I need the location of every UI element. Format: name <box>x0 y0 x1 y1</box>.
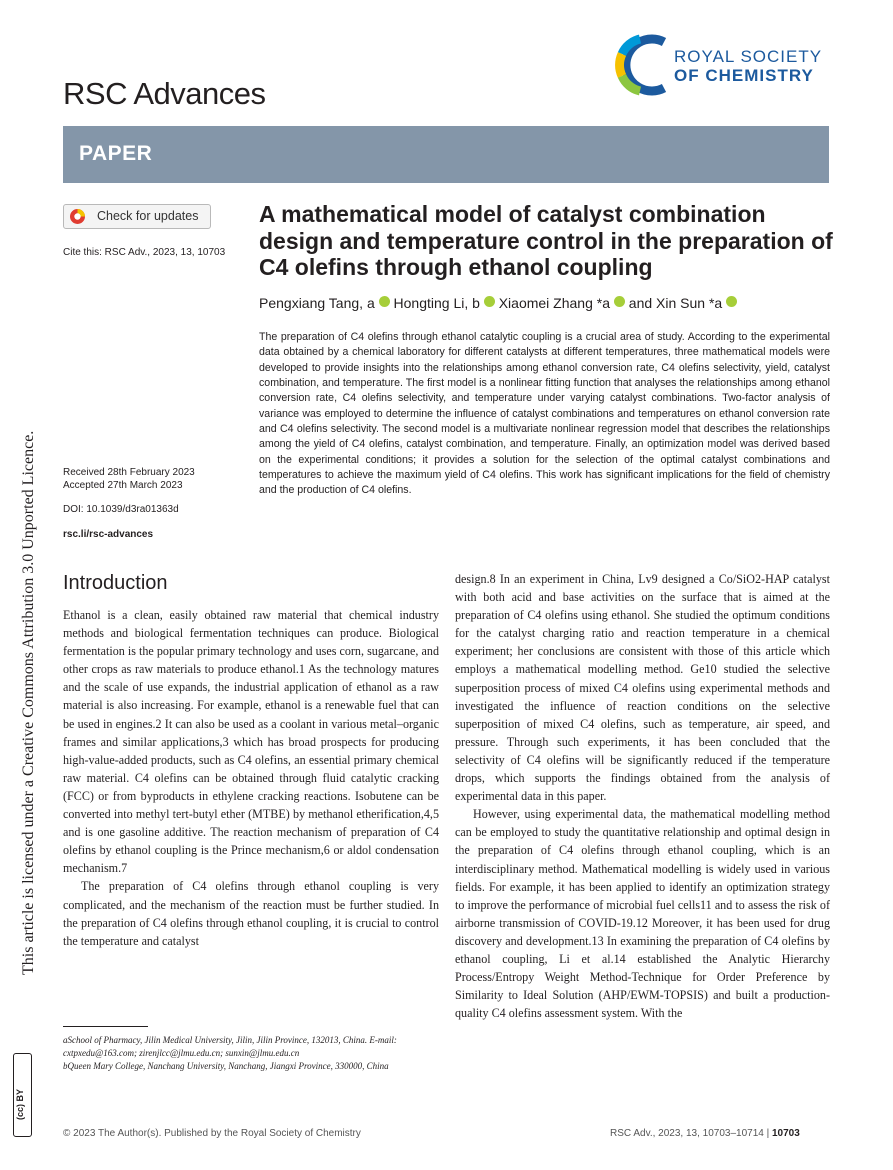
copyright: © 2023 The Author(s). Published by the Royal Society of Chemistry <box>63 1128 361 1139</box>
footnote-a: aSchool of Pharmacy, Jilin Medical University, Jilin, Jilin Province, 132013, China. E-mail: cxtpxedu@163.com; zirenjlcc@jlmu.edu.cn; sunxin@jlmu.edu.cn <box>63 1035 397 1058</box>
citation: Cite this: RSC Adv., 2023, 13, 10703 <box>63 247 226 258</box>
journal-name: RSC Advances <box>63 76 266 111</box>
orcid-icon[interactable] <box>726 296 737 307</box>
section-label: PAPER <box>79 142 153 165</box>
cc-badge-label: (cc) BY <box>15 1088 25 1120</box>
accepted-date: Accepted 27th March 2023 <box>63 480 183 491</box>
publisher-line1: ROYAL SOCIETY <box>674 47 823 66</box>
footnote-b: bQueen Mary College, Nanchang University, Nanchang, Jiangxi Province, 330000, China <box>63 1061 389 1071</box>
publisher-line2: OF CHEMISTRY <box>674 66 814 85</box>
page-citation: RSC Adv., 2023, 13, 10703–10714 | 10703 <box>610 1128 800 1139</box>
section-heading: Introduction <box>63 572 168 594</box>
orcid-icon[interactable] <box>484 296 495 307</box>
author-3[interactable]: Xiaomei Zhang *a <box>498 295 610 311</box>
footnote-divider <box>63 1026 148 1027</box>
author-2[interactable]: Hongting Li, b <box>393 295 480 311</box>
author-list <box>259 295 737 311</box>
paragraph: The preparation of C4 olefins through ethanol coupling is very complicated, and the mechanism of the reaction must be further studied. In the preparation of C4 olefins through ethanol coupling, it is crucial to control the temperature and catalyst <box>63 879 439 948</box>
orcid-icon[interactable] <box>379 296 390 307</box>
paragraph: design.8 In an experiment in China, Lv9 designed a Co/SiO2-HAP catalyst with both acid and base activities on the surface that is aimed at the preparation of C4 olefins using ethanol. She studied the optimum conditions for the catalyst charging ratio and reaction temperature in a chemical experiment; her conclusions are consistent with those of this article which employs a mathematical modelling method. Ge10 studied the selective superposition process of mixed C4 olefins using experimental methods and investigated the influence of reaction conditions on the selective superposition of mixed C4 olefins, such as temperature, air speed, and pressure. Through such experiments, it has been concluded that the selectivity of C4 olefins will be significantly reduced if the temperature drops, which supports the findings obtained from the analysis of experimental data in this paper. <box>455 572 830 804</box>
received-date: Received 28th February 2023 <box>63 467 195 478</box>
journal-link[interactable]: rsc.li/rsc-advances <box>63 529 154 540</box>
received-dates <box>63 466 195 492</box>
abstract: The preparation of C4 olefins through ethanol catalytic coupling is a crucial area of study. According to the experimental data obtained by a chemical laboratory for different catalysts at different temperatures, three mathematical models were developed to provide insights into the relationships among ethanol conversion rate, C4 olefins selectivity, yield, catalyst combination, and temperature. The first model is a nonlinear fitting function that analyses the relationships among ethanol conversion rate, C4 olefins selectivity, and temperature under varying catalyst combinations. Two-factor analysis of variance was employed to determine the influence of catalyst combinations and temperatures on ethanol conversion rate and C4 olefins selectivity. The second model is a multivariate nonlinear regression model that describes the relationships among the yield of C4 olefins, catalyst combination, and temperature. Finally, an optimization model was derived based on the experimental conditions; it provides a solution for the selection of the optimal catalyst combinations and temperatures to achieve the maximum yield of C4 olefins. This work has significant implications for the field of chemistry and the production of C4 olefins. <box>259 331 830 497</box>
page-number: 10703 <box>771 1128 800 1139</box>
footnotes <box>63 1034 439 1073</box>
paragraph: However, using experimental data, the mathematical modelling method can be employed to study the quantitative relationship and optimal design in the preparation of C4 olefins through ethanol coupling, which is an interdisciplinary method. Mathematical modelling is widely used in various fields. For example, it has been applied to identify an optimization strategy to improve the performance of microbial fuel cells11 and to assess the risk of airborne transmission of COVID-19.12 Moreover, it has been used for drug discovery and development.13 In examining the preparation of C4 olefins by ethanol coupling, Li et al.14 established the Analytic Hierarchy Process/Entropy Weight Method-Technique for Order Preference by Similarity to Ideal Solution (AHP/EWM-TOPSIS) and built a production-quality C4 olefins assessment system. With the <box>455 807 830 1021</box>
check-updates-label[interactable]: Check for updates <box>97 209 199 223</box>
footer-citation: RSC Adv., 2023, 13, 10703–10714 <box>610 1128 764 1139</box>
section-bar <box>63 126 829 183</box>
paragraph: Ethanol is a clean, easily obtained raw material that chemical industry methods and biological fermentation techniques can produce. Biological fermentation is the popular primary technology and uses corn, sugarcane, and other crops as raw materials to produce ethanol.1 As the technology matures and the scale of use expands, the industrial application of ethanol as a raw material is also increasing. For example, ethanol is a renewable fuel that can be used in engines.2 It can also be used as a coolant in various metal–organic frames and similar applications,3 which has broad prospects for producing high-value-added products, such as C4 olefins, an essential primary chemical raw material. C4 olefins can be obtained through fluid catalytic cracking (FCC) or from byproducts in ethylene cracking reactions. Isobutene can be converted into methyl tert-butyl ether (MTBE) by methanol etherification,4,5 and is one gasoline additive. The reaction mechanism of preparation of C4 olefins by ethanol coupling is the Prince mechanism,6 or aldol condensation mechanism.7 <box>63 608 439 876</box>
author-4[interactable]: and Xin Sun *a <box>628 295 723 311</box>
article-title: A mathematical model of catalyst combination design and temperature control in the preparation of C4 olefins through ethanol coupling <box>259 201 833 280</box>
author-1[interactable]: Pengxiang Tang, a <box>259 295 375 311</box>
orcid-icon[interactable] <box>614 296 625 307</box>
license-notice[interactable]: This article is licensed under a Creative Commons Attribution 3.0 Unported Licence. <box>20 430 37 975</box>
body-column-right <box>455 570 830 1022</box>
doi-link[interactable]: DOI: 10.1039/d3ra01363d <box>63 504 179 515</box>
check-updates-icon <box>69 208 86 225</box>
body-column-left <box>63 606 439 950</box>
